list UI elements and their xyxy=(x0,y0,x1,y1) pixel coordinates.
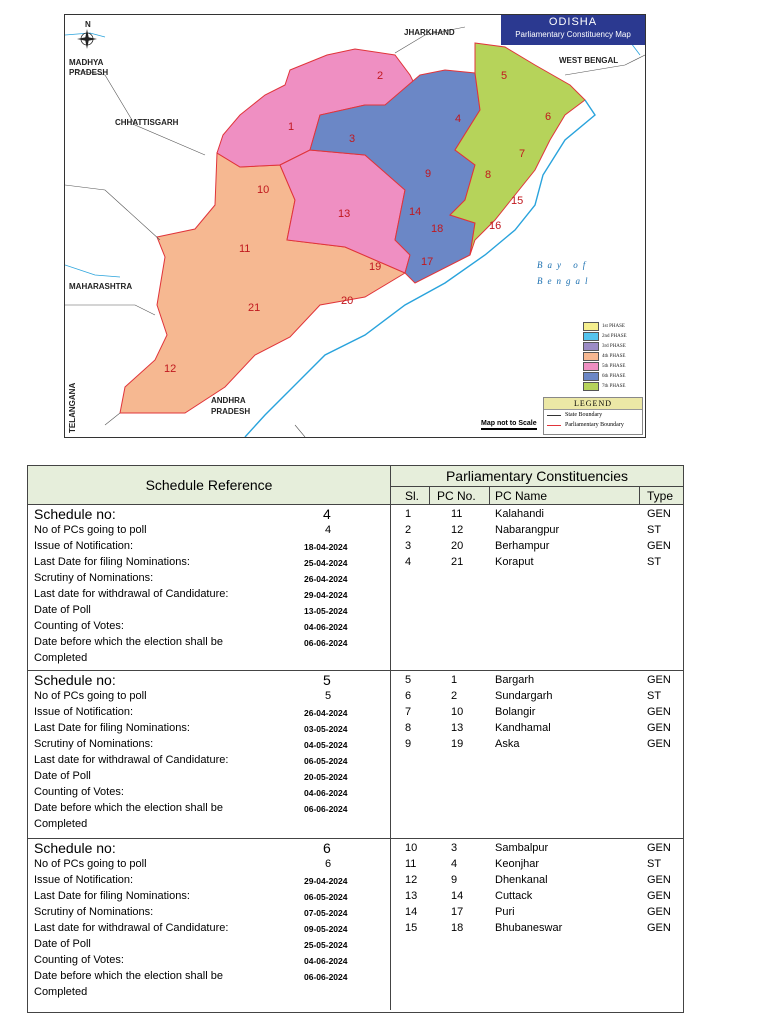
field-value: 25-05-2024 xyxy=(304,940,348,950)
field-value: 18-04-2024 xyxy=(304,542,348,552)
field-label: Completed xyxy=(34,986,88,998)
schedule-field-row xyxy=(34,540,384,556)
pc-row xyxy=(391,690,683,706)
field-value: 25-04-2024 xyxy=(304,558,348,568)
schedule-field-row xyxy=(34,706,384,722)
pc-type: ST xyxy=(647,858,662,870)
pc-sl: 6 xyxy=(405,690,412,702)
label-pradesh-ap: PRADESH xyxy=(211,407,251,416)
pc-name: Aska xyxy=(495,738,520,750)
pc-name: Nabarangpur xyxy=(495,524,560,536)
field-label: Scrutiny of Nominations: xyxy=(34,738,154,750)
label-maharashtra: MAHARASHTRA xyxy=(69,282,133,291)
pc-no: 19 xyxy=(451,738,464,750)
schedule-field-row xyxy=(34,890,384,906)
phase-2-label: 2nd PHASE xyxy=(602,333,627,339)
pc-sl: 3 xyxy=(405,540,412,552)
map-subtitle: Parliamentary Constituency Map xyxy=(515,30,631,39)
pc-type: GEN xyxy=(647,674,671,686)
map-title-box xyxy=(501,15,645,45)
field-label: Last date for withdrawal of Candidature: xyxy=(34,922,229,934)
field-label: Last Date for filing Nominations: xyxy=(34,556,190,568)
schedule-details xyxy=(28,838,391,1010)
field-value: 26-04-2024 xyxy=(304,574,348,584)
phase-1-label: 1st PHASE xyxy=(602,323,625,329)
phase-1-swatch xyxy=(583,322,599,331)
field-label: Date of Poll xyxy=(34,770,91,782)
pc-name: Kandhamal xyxy=(495,722,551,734)
schedule-reference-header: Schedule Reference xyxy=(28,466,391,505)
pc-name: Dhenkanal xyxy=(495,874,548,886)
field-label: Last date for withdrawal of Candidature: xyxy=(34,754,229,766)
pc-row xyxy=(391,922,683,938)
pc-10: 10 xyxy=(257,184,270,196)
pc-17: 17 xyxy=(421,256,434,268)
pc-type: ST xyxy=(647,524,662,536)
field-value: 09-05-2024 xyxy=(304,924,348,934)
label-madhya: MADHYA xyxy=(69,58,104,67)
phase-6-label: 6th PHASE xyxy=(602,373,626,379)
pc-16: 16 xyxy=(489,220,502,232)
pc-row xyxy=(391,842,683,858)
schedule-field-row xyxy=(34,620,384,636)
schedule-table xyxy=(27,465,684,1013)
schedule-field-row xyxy=(34,786,384,802)
pc-no: 14 xyxy=(451,890,464,902)
phase-legend xyxy=(583,321,637,391)
schedule-field-row xyxy=(34,922,384,938)
schedule-block xyxy=(28,838,683,1010)
schedule-field-row xyxy=(34,652,384,668)
schedule-number: 6 xyxy=(323,840,331,856)
schedule-field-row xyxy=(34,722,384,738)
field-label: Date of Poll xyxy=(34,604,91,616)
schedule-field-row xyxy=(34,938,384,954)
schedule-field-row xyxy=(34,954,384,970)
pc-row xyxy=(391,556,683,572)
pc-type: GEN xyxy=(647,890,671,902)
pc-11: 11 xyxy=(239,243,251,255)
odisha-pc-map xyxy=(64,14,646,438)
schedule-field-row xyxy=(34,754,384,770)
pc-type: GEN xyxy=(647,738,671,750)
pc-sl: 5 xyxy=(405,674,412,686)
pc-name: Cuttack xyxy=(495,890,533,902)
field-value: 03-05-2024 xyxy=(304,724,348,734)
col-pc-name: PC Name xyxy=(495,489,548,503)
field-value: 06-06-2024 xyxy=(304,804,348,814)
pc-name: Puri xyxy=(495,906,515,918)
pc-sl: 15 xyxy=(405,922,418,934)
pc-type: GEN xyxy=(647,508,671,520)
phase-3-row xyxy=(583,341,637,351)
pc-no: 2 xyxy=(451,690,458,702)
pc-18: 18 xyxy=(431,223,444,235)
map-title: ODISHA xyxy=(548,16,598,28)
pc-name: Bolangir xyxy=(495,706,536,718)
pc-no: 21 xyxy=(451,556,464,568)
pc-list xyxy=(391,504,683,670)
pc-20: 20 xyxy=(341,295,354,307)
pc-2: 2 xyxy=(377,70,384,82)
schedule-block xyxy=(28,504,683,671)
pc-15: 15 xyxy=(511,195,524,207)
pc-sl: 8 xyxy=(405,722,412,734)
pc-row xyxy=(391,890,683,906)
schedule-field-row xyxy=(34,906,384,922)
phase-4-row xyxy=(583,351,637,361)
phase-2-swatch xyxy=(583,332,599,341)
field-label: Issue of Notification: xyxy=(34,540,134,552)
schedule-field-row xyxy=(34,770,384,786)
pc-column-headers xyxy=(391,487,683,504)
pc-line-icon xyxy=(547,425,561,426)
field-label: Completed xyxy=(34,652,88,664)
field-label: Last date for withdrawal of Candidature: xyxy=(34,588,229,600)
pc-sl: 13 xyxy=(405,890,418,902)
field-value: 4 xyxy=(325,524,332,536)
label-andhra: ANDHRA xyxy=(211,396,246,405)
legend-state-label: State Boundary xyxy=(565,412,603,418)
schedule-field-row xyxy=(34,818,384,834)
pc-12: 12 xyxy=(164,363,177,375)
schedule-details xyxy=(28,504,391,670)
pc-row xyxy=(391,858,683,874)
phase-7-label: 7th PHASE xyxy=(602,383,626,389)
col-divider xyxy=(429,487,430,504)
pc-row xyxy=(391,674,683,690)
pc-type: ST xyxy=(647,690,662,702)
field-value: 26-04-2024 xyxy=(304,708,348,718)
phase-6-row xyxy=(583,371,637,381)
pc-no: 17 xyxy=(451,906,464,918)
field-label: Scrutiny of Nominations: xyxy=(34,572,154,584)
field-value: 04-06-2024 xyxy=(304,622,348,632)
label-bay-of: Bay of xyxy=(537,260,591,270)
pc-3: 3 xyxy=(349,133,356,145)
pc-type: GEN xyxy=(647,922,671,934)
field-label: Issue of Notification: xyxy=(34,706,134,718)
pc-no: 3 xyxy=(451,842,458,854)
field-label: No of PCs going to poll xyxy=(34,690,147,702)
schedule-field-row xyxy=(34,858,384,874)
field-value: 06-05-2024 xyxy=(304,892,348,902)
schedule-field-row xyxy=(34,556,384,572)
pc-no: 10 xyxy=(451,706,464,718)
pc-sl: 9 xyxy=(405,738,412,750)
pc-list xyxy=(391,670,683,838)
col-sl: Sl. xyxy=(405,489,420,503)
pc-13: 13 xyxy=(338,208,351,220)
field-label: Date before which the election shall be xyxy=(34,970,223,982)
schedule-field-row xyxy=(34,636,384,652)
legend-state-row xyxy=(544,410,642,420)
pc-21: 21 xyxy=(248,302,261,314)
legend-title: LEGEND xyxy=(544,398,642,410)
pc-name: Kalahandi xyxy=(495,508,544,520)
phase-5-row xyxy=(583,361,637,371)
col-divider xyxy=(639,487,640,504)
pc-type: GEN xyxy=(647,906,671,918)
schedule-field-row xyxy=(34,588,384,604)
pc-sl: 11 xyxy=(405,858,417,870)
phase-1-row xyxy=(583,321,637,331)
schedule-number: 4 xyxy=(323,506,331,522)
field-label: Last Date for filing Nominations: xyxy=(34,722,190,734)
field-value: 07-05-2024 xyxy=(304,908,348,918)
pc-header-title: Parliamentary Constituencies xyxy=(391,466,683,487)
field-value: 04-05-2024 xyxy=(304,740,348,750)
col-divider xyxy=(489,487,490,504)
pc-type: ST xyxy=(647,556,662,568)
field-value: 06-06-2024 xyxy=(304,638,348,648)
field-value: 06-06-2024 xyxy=(304,972,348,982)
field-label: Issue of Notification: xyxy=(34,874,134,886)
pc-sl: 10 xyxy=(405,842,418,854)
field-label: Counting of Votes: xyxy=(34,954,124,966)
map-canvas xyxy=(65,15,645,437)
pc-6: 6 xyxy=(545,111,552,123)
pc-no: 11 xyxy=(451,508,463,520)
phase-5-label: 5th PHASE xyxy=(602,363,626,369)
schedule-field-row xyxy=(34,970,384,986)
schedule-field-row xyxy=(34,738,384,754)
field-label: No of PCs going to poll xyxy=(34,524,147,536)
legend-pc-row xyxy=(544,420,642,430)
field-label: Date before which the election shall be xyxy=(34,636,223,648)
pc-5: 5 xyxy=(501,70,508,82)
schedule-label: Schedule no: xyxy=(34,506,116,522)
pc-type: GEN xyxy=(647,842,671,854)
label-bengal: Bengal xyxy=(537,276,593,286)
phase-3-swatch xyxy=(583,342,599,351)
pc-14: 14 xyxy=(409,206,422,218)
pc-name: Keonjhar xyxy=(495,858,540,870)
phase-7-swatch xyxy=(583,382,599,391)
phase-4-label: 4th PHASE xyxy=(602,353,626,359)
schedule-field-row xyxy=(34,690,384,706)
field-value: 5 xyxy=(325,690,332,702)
field-label: Counting of Votes: xyxy=(34,786,124,798)
field-label: Completed xyxy=(34,818,88,830)
phase-2-row xyxy=(583,331,637,341)
field-value: 20-05-2024 xyxy=(304,772,348,782)
pc-header xyxy=(391,466,683,505)
schedule-block xyxy=(28,670,683,839)
pc-row xyxy=(391,508,683,524)
schedule-field-row xyxy=(34,524,384,540)
schedule-label: Schedule no: xyxy=(34,672,116,688)
pc-name: Bhubaneswar xyxy=(495,922,563,934)
pc-9: 9 xyxy=(425,168,432,180)
phase-7-row xyxy=(583,381,637,391)
pc-row xyxy=(391,706,683,722)
scale-note: Map not to Scale xyxy=(481,420,537,430)
field-value: 29-04-2024 xyxy=(304,876,348,886)
col-type: Type xyxy=(647,489,674,503)
pc-8: 8 xyxy=(485,169,492,181)
pc-no: 4 xyxy=(451,858,458,870)
field-label: Date before which the election shall be xyxy=(34,802,223,814)
compass-icon xyxy=(77,29,97,49)
pc-no: 1 xyxy=(451,674,458,686)
field-value: 29-04-2024 xyxy=(304,590,348,600)
pc-type: GEN xyxy=(647,722,671,734)
pc-name: Koraput xyxy=(495,556,534,568)
pc-row xyxy=(391,874,683,890)
pc-row xyxy=(391,540,683,556)
schedule-details xyxy=(28,670,391,838)
pc-name: Sambalpur xyxy=(495,842,549,854)
schedule-field-row xyxy=(34,604,384,620)
state-line-icon xyxy=(547,415,561,416)
pc-row xyxy=(391,722,683,738)
label-telangana: TELANGANA xyxy=(68,382,77,433)
pc-no: 18 xyxy=(451,922,464,934)
schedule-number: 5 xyxy=(323,672,331,688)
pc-4: 4 xyxy=(455,113,462,125)
field-label: No of PCs going to poll xyxy=(34,858,147,870)
pc-name: Bargarh xyxy=(495,674,535,686)
label-west-bengal: WEST BENGAL xyxy=(559,56,619,65)
pc-no: 12 xyxy=(451,524,464,536)
schedule-field-row xyxy=(34,874,384,890)
field-value: 06-05-2024 xyxy=(304,756,348,766)
field-label: Counting of Votes: xyxy=(34,620,124,632)
pc-1: 1 xyxy=(288,121,295,133)
field-value: 13-05-2024 xyxy=(304,606,348,616)
map-legend xyxy=(543,397,643,435)
field-label: Scrutiny of Nominations: xyxy=(34,906,154,918)
pc-row xyxy=(391,738,683,754)
label-pradesh-mp: PRADESH xyxy=(69,68,109,77)
pc-sl: 7 xyxy=(405,706,412,718)
pc-sl: 2 xyxy=(405,524,412,536)
pc-type: GEN xyxy=(647,874,671,886)
col-pc-no: PC No. xyxy=(437,489,476,503)
pc-no: 20 xyxy=(451,540,464,552)
field-label: Last Date for filing Nominations: xyxy=(34,890,190,902)
field-value: 04-06-2024 xyxy=(304,788,348,798)
pc-sl: 1 xyxy=(405,508,412,520)
pc-no: 9 xyxy=(451,874,458,886)
phase-3-label: 3rd PHASE xyxy=(602,343,626,349)
schedule-field-row xyxy=(34,802,384,818)
label-chhattisgarh: CHHATTISGARH xyxy=(115,118,179,127)
pc-7: 7 xyxy=(519,148,526,160)
pc-row xyxy=(391,524,683,540)
pc-name: Sundargarh xyxy=(495,690,553,702)
pc-sl: 4 xyxy=(405,556,412,568)
pc-name: Berhampur xyxy=(495,540,550,552)
pc-list xyxy=(391,838,683,1010)
pc-sl: 14 xyxy=(405,906,418,918)
label-jharkhand: JHARKHAND xyxy=(404,28,455,37)
pc-type: GEN xyxy=(647,706,671,718)
compass-north: N xyxy=(85,20,91,29)
schedule-field-row xyxy=(34,986,384,1002)
field-value: 04-06-2024 xyxy=(304,956,348,966)
pc-sl: 12 xyxy=(405,874,418,886)
pc-type: GEN xyxy=(647,540,671,552)
field-value: 6 xyxy=(325,858,332,870)
phase-6-swatch xyxy=(583,372,599,381)
schedule-label: Schedule no: xyxy=(34,840,116,856)
schedule-field-row xyxy=(34,572,384,588)
pc-19: 19 xyxy=(369,261,382,273)
pc-no: 13 xyxy=(451,722,464,734)
pc-row xyxy=(391,906,683,922)
phase-4-swatch xyxy=(583,352,599,361)
legend-pc-label: Parliamentary Boundary xyxy=(565,422,624,428)
field-label: Date of Poll xyxy=(34,938,91,950)
phase-5-swatch xyxy=(583,362,599,371)
